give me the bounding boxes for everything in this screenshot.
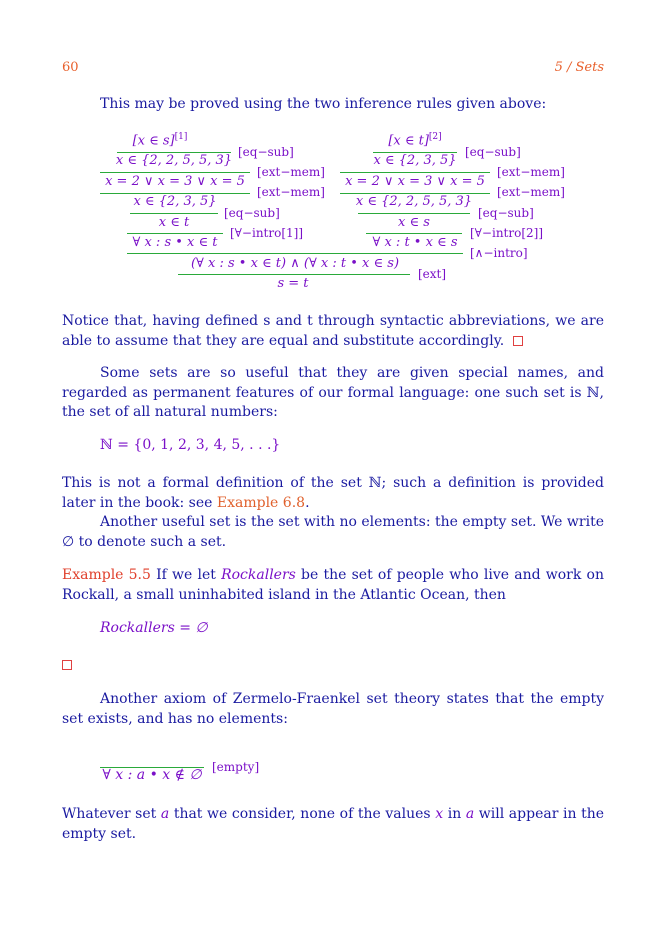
proof-right-step-5: x ∈ s <box>398 215 430 230</box>
proof-rule-line <box>340 172 490 173</box>
proof-left-step-5: x ∈ t <box>158 215 190 230</box>
proof-rule-name: [ext] <box>418 267 447 281</box>
proof-left-step-3: x = 2 ∨ x = 3 ∨ x = 5 <box>105 174 245 189</box>
proof-rule-name: [ext−mem] <box>497 185 565 199</box>
proof-left-step-2: x ∈ {2, 2, 5, 5, 3} <box>115 153 233 168</box>
proof-right-premise-1: [x ∈ t][2] <box>388 132 442 149</box>
intro-text: This may be proved using the two inference rules given above: <box>100 96 547 112</box>
proof-rule-name: [eq−sub] <box>238 145 294 159</box>
proof-rule-line <box>178 274 410 275</box>
axiom-formula: ∀ x : a • x ∉ ∅ <box>102 767 202 783</box>
paragraph-notice: Notice that, having defined s and t through syntactic abbreviations, we are able to assume that they are equal and substitute accordingly. <box>62 313 604 349</box>
proof-right-step-4: x ∈ {2, 2, 5, 5, 3} <box>355 194 473 209</box>
proof-rule-name: [eq−sub] <box>465 145 521 159</box>
example-6-8-link[interactable]: Example 6.8 <box>216 494 306 511</box>
axiom-rule-name: [empty] <box>212 760 260 774</box>
proof-left-premise-1: [x ∈ s][1] <box>132 132 188 149</box>
qed-icon <box>62 660 72 670</box>
proof-rule-name: [ext−mem] <box>257 185 325 199</box>
paragraph-whatever-set: Whatever set a that we consider, none of the values x in a will appear in the empty set. <box>62 806 605 842</box>
proof-rule-name: [∀−intro[1]] <box>230 226 304 240</box>
qed-icon <box>513 336 523 346</box>
rockallers-formula: Rockallers = ∅ <box>100 620 208 636</box>
proof-rule-name: [∀−intro[2]] <box>470 226 544 240</box>
page-number: 60 <box>62 60 79 75</box>
proof-rule-line <box>127 253 463 254</box>
proof-rule-line <box>127 233 223 234</box>
paragraph-naturals-note: This is not a formal definition of the set ℕ; such a definition is provided later in the book: see Example 6.8. <box>62 475 604 511</box>
proof-rule-name: [ext−mem] <box>257 165 325 179</box>
proof-conjunction: (∀ x : s • x ∈ t) ∧ (∀ x : t • x ∈ s) <box>190 256 400 271</box>
chapter-title: 5 / Sets <box>554 60 604 75</box>
paragraph-axiom: Another axiom of Zermelo-Fraenkel set theory states that the empty set exists, and has no elements: <box>62 691 604 727</box>
paragraph-special-sets: Some sets are so useful that they are given special names, and regarded as permanent features of our formal language: one such set is ℕ, the set of all natural numbers: <box>62 365 604 420</box>
proof-left-step-4: x ∈ {2, 3, 5} <box>133 194 217 209</box>
proof-left-conclusion: ∀ x : s • x ∈ t <box>132 235 218 250</box>
example-label: Example 5.5 <box>62 567 151 583</box>
proof-right-step-2: x ∈ {2, 3, 5} <box>373 153 457 168</box>
example-term: Rockallers <box>221 567 296 583</box>
naturals-formula: ℕ = {0, 1, 2, 3, 4, 5, . . .} <box>100 437 281 453</box>
paragraph-empty-set: Another useful set is the set with no elements: the empty set. We write ∅ to denote such a set. <box>62 514 604 550</box>
proof-rule-name: [ext−mem] <box>497 165 565 179</box>
example-5-5: Example 5.5 If we let Rockallers be the set of people who live and work on Rockall, a small uninhabited island in the Atlantic Ocean, then <box>62 567 604 603</box>
proof-rule-name: [eq−sub] <box>478 206 534 220</box>
proof-rule-line <box>366 233 462 234</box>
proof-rule-line <box>358 213 470 214</box>
proof-right-step-3: x = 2 ∨ x = 3 ∨ x = 5 <box>345 174 485 189</box>
proof-right-conclusion: ∀ x : t • x ∈ s <box>372 235 458 250</box>
proof-rule-name: [∧−intro] <box>470 246 528 260</box>
proof-rule-line <box>130 213 218 214</box>
proof-rule-name: [eq−sub] <box>224 206 280 220</box>
proof-rule-line <box>100 172 250 173</box>
proof-conclusion: s = t <box>277 276 309 291</box>
